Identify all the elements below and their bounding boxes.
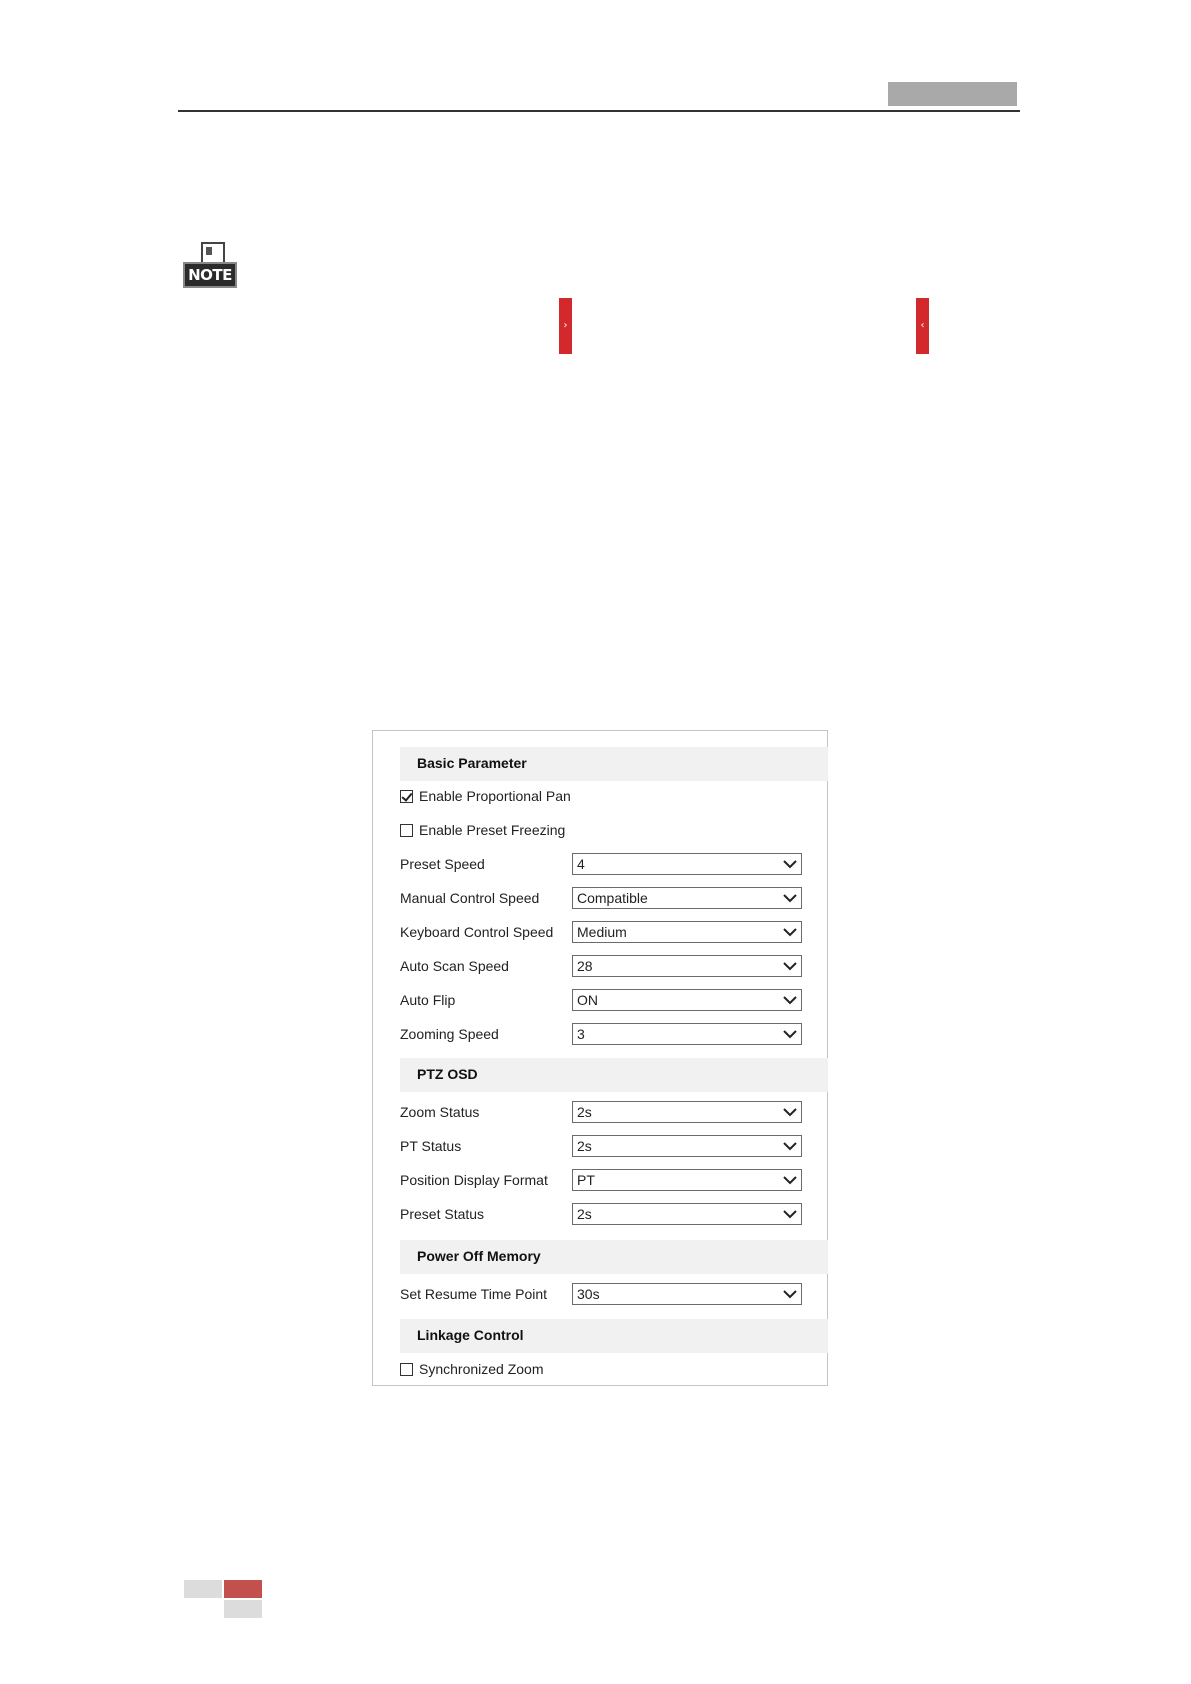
chevron-down-icon xyxy=(783,1105,797,1119)
select-value: PT xyxy=(577,1172,595,1188)
collapse-panel-icon[interactable]: ‹ xyxy=(916,298,929,354)
checkbox-label: Enable Proportional Pan xyxy=(419,788,571,804)
footer-block-accent xyxy=(224,1580,262,1598)
select-value: Compatible xyxy=(577,890,648,906)
section-title: PTZ OSD xyxy=(417,1066,478,1082)
pt-status-select[interactable] xyxy=(572,1135,802,1157)
zooming-speed-select[interactable] xyxy=(572,1023,802,1045)
section-title: Linkage Control xyxy=(417,1327,524,1343)
keyboard-control-speed-label: Keyboard Control Speed xyxy=(400,924,554,940)
select-value: 30s xyxy=(577,1286,600,1302)
footer-block xyxy=(224,1600,262,1618)
chevron-down-icon xyxy=(783,959,797,973)
preset-status-select[interactable] xyxy=(572,1203,802,1225)
select-value: ON xyxy=(577,992,598,1008)
zooming-speed-label: Zooming Speed xyxy=(400,1026,499,1042)
checkbox-label: Synchronized Zoom xyxy=(419,1361,544,1377)
zoom-status-select[interactable] xyxy=(572,1101,802,1123)
chevron-down-icon xyxy=(783,993,797,1007)
section-title: Basic Parameter xyxy=(417,755,527,771)
keyboard-control-speed-select[interactable] xyxy=(572,921,802,943)
checkbox-label: Enable Preset Freezing xyxy=(419,822,566,838)
preset-status-label: Preset Status xyxy=(400,1206,485,1222)
synchronized-zoom-checkbox[interactable] xyxy=(400,1363,413,1376)
chevron-down-icon xyxy=(783,1139,797,1153)
auto-scan-speed-label: Auto Scan Speed xyxy=(400,958,509,974)
chevron-down-icon xyxy=(783,1287,797,1301)
section-title: Power Off Memory xyxy=(417,1248,541,1264)
preset-speed-label: Preset Speed xyxy=(400,856,485,872)
select-value: 2s xyxy=(577,1138,592,1154)
synchronized-zoom-row[interactable] xyxy=(400,1361,544,1379)
note-icon xyxy=(181,242,239,290)
header-rule xyxy=(178,110,1020,112)
note-label: NOTE xyxy=(183,262,237,288)
enable-proportional-pan-checkbox[interactable] xyxy=(400,790,413,803)
preset-speed-select[interactable] xyxy=(572,853,802,875)
auto-scan-speed-select[interactable] xyxy=(572,955,802,977)
set-resume-time-point-select[interactable] xyxy=(572,1283,802,1305)
chevron-down-icon xyxy=(783,857,797,871)
enable-preset-freezing-row[interactable] xyxy=(400,822,565,840)
select-value: 2s xyxy=(577,1104,592,1120)
section-ptz-osd xyxy=(400,1058,828,1092)
auto-flip-label: Auto Flip xyxy=(400,992,456,1008)
select-value: 2s xyxy=(577,1206,592,1222)
select-value: 3 xyxy=(577,1026,585,1042)
header-bar xyxy=(888,82,1017,106)
enable-proportional-pan-row[interactable] xyxy=(400,788,571,806)
chevron-down-icon xyxy=(783,1027,797,1041)
position-display-format-label: Position Display Format xyxy=(400,1172,548,1188)
chevron-down-icon xyxy=(783,925,797,939)
section-power-off-memory xyxy=(400,1240,828,1274)
position-display-format-select[interactable] xyxy=(572,1169,802,1191)
chevron-down-icon xyxy=(783,1207,797,1221)
select-value: 28 xyxy=(577,958,593,974)
manual-control-speed-label: Manual Control Speed xyxy=(400,890,540,906)
enable-preset-freezing-checkbox[interactable] xyxy=(400,824,413,837)
select-value: 4 xyxy=(577,856,585,872)
set-resume-time-point-label: Set Resume Time Point xyxy=(400,1286,548,1302)
zoom-status-label: Zoom Status xyxy=(400,1104,480,1120)
section-basic-parameter xyxy=(400,747,828,781)
note-clip-graphic xyxy=(201,242,225,264)
chevron-down-icon xyxy=(783,891,797,905)
chevron-down-icon xyxy=(783,1173,797,1187)
expand-panel-icon[interactable]: › xyxy=(559,298,572,354)
pt-status-label: PT Status xyxy=(400,1138,462,1154)
section-linkage-control xyxy=(400,1319,828,1353)
manual-control-speed-select[interactable] xyxy=(572,887,802,909)
footer-block xyxy=(184,1580,222,1598)
auto-flip-select[interactable] xyxy=(572,989,802,1011)
select-value: Medium xyxy=(577,924,627,940)
ptz-settings-panel xyxy=(372,730,828,1386)
